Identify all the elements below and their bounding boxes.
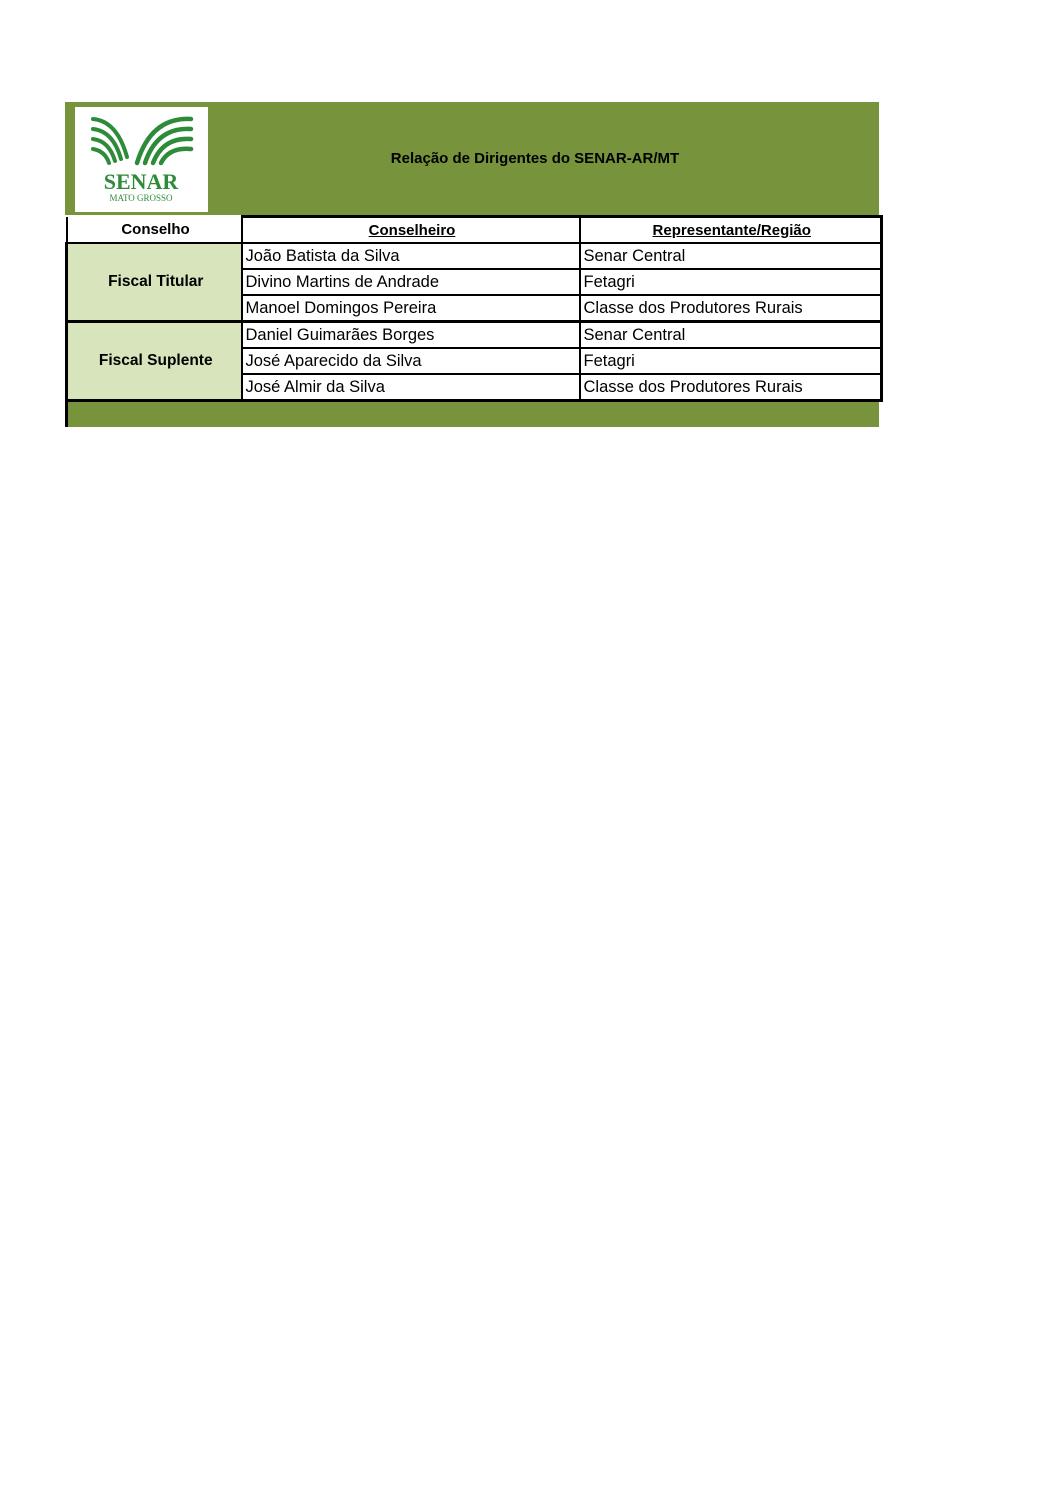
page-title: Relação de Dirigentes do SENAR-AR/MT — [390, 150, 680, 167]
dirigentes-table — [65, 215, 883, 402]
table-header-row — [67, 217, 882, 244]
council-cell: Fiscal Suplente — [67, 322, 242, 401]
senar-logo — [75, 107, 208, 212]
conselheiro-cell: Daniel Guimarães Borges — [242, 322, 580, 349]
logo-wordmark: SENAR — [103, 169, 179, 194]
logo-subtitle: MATO GROSSO — [109, 193, 173, 203]
column-header-conselho: Conselho — [67, 217, 242, 244]
conselheiro-cell: Divino Martins de Andrade — [242, 269, 580, 295]
conselheiro-cell: José Aparecido da Silva — [242, 348, 580, 374]
table-row — [67, 243, 882, 269]
column-header-conselheiro: Conselheiro — [242, 217, 580, 244]
conselheiro-cell: João Batista da Silva — [242, 243, 580, 269]
table-row — [67, 322, 882, 349]
council-cell: Fiscal Titular — [67, 243, 242, 322]
representante-cell: Classe dos Produtores Rurais — [580, 374, 882, 401]
representante-cell: Senar Central — [580, 322, 882, 349]
column-header-representante: Representante/Região — [580, 217, 882, 244]
representante-cell: Senar Central — [580, 243, 882, 269]
dirigentes-sheet — [65, 102, 879, 427]
footer-band — [65, 401, 879, 427]
conselheiro-cell: José Almir da Silva — [242, 374, 580, 401]
conselheiro-cell: Manoel Domingos Pereira — [242, 295, 580, 322]
senar-logo-mark — [75, 107, 208, 212]
representante-cell: Fetagri — [580, 269, 882, 295]
representante-cell: Classe dos Produtores Rurais — [580, 295, 882, 322]
representante-cell: Fetagri — [580, 348, 882, 374]
